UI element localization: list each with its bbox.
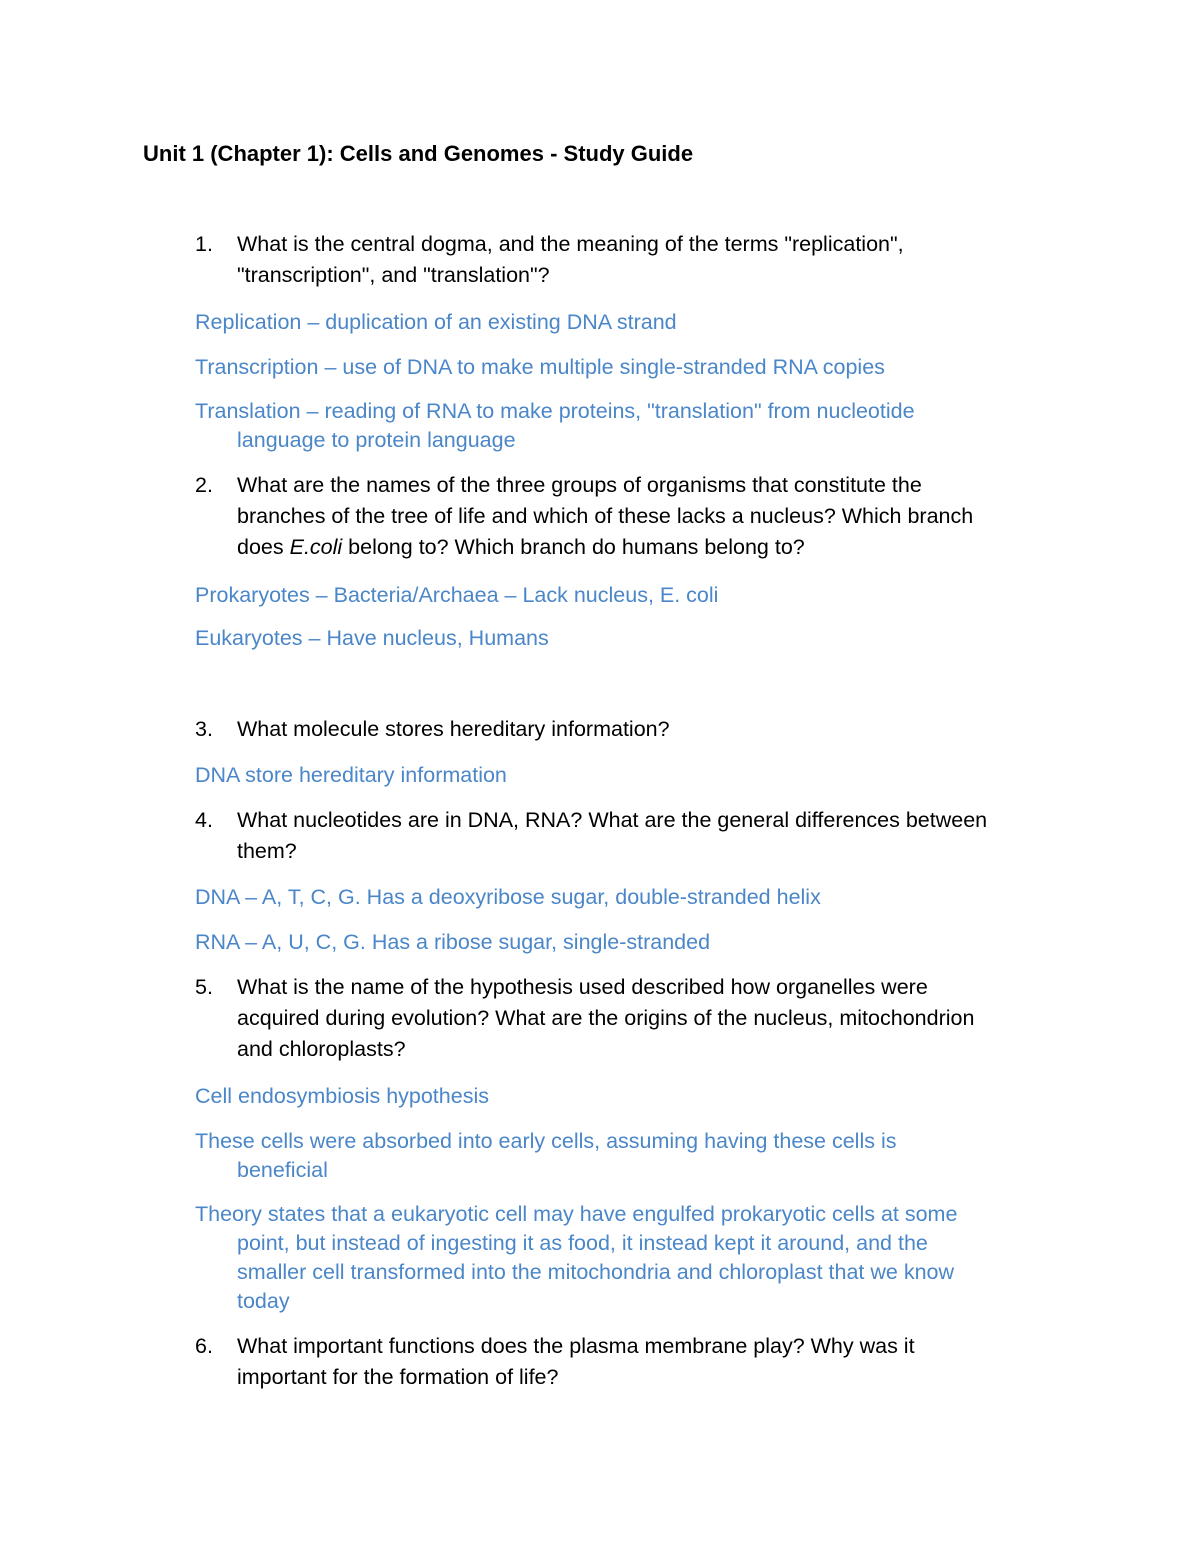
question-text-line: them? [237,839,297,863]
question-number: 1. [195,232,213,256]
answer-absorbed-cells [195,1127,896,1185]
page-title: Unit 1 (Chapter 1): Cells and Genomes - Study Guide [143,141,694,166]
question-number: 2. [195,473,213,497]
question-text-line: "transcription", and "translation"? [237,263,550,287]
answer-dna-stores: DNA store hereditary information [195,763,507,787]
question-number: 5. [195,975,213,999]
answer-replication: Replication – duplication of an existing DNA strand [195,310,677,334]
question-text-line: and chloroplasts? [237,1037,406,1061]
question-text-line: acquired during evolution? What are the origins of the nucleus, mitochondrion [237,1006,975,1030]
answer-text-line: Translation – reading of RNA to make proteins, "translation" from nucleotide [195,399,915,423]
question-text-line: What is the central dogma, and the meaning of the terms "replication", [237,232,904,256]
answer-dna: DNA – A, T, C, G. Has a deoxyribose sugar, double-stranded helix [195,885,821,909]
question-text-line: What important functions does the plasma membrane play? Why was it [237,1334,915,1358]
question-text-line [237,532,973,563]
answer-translation [195,397,915,455]
question-text-line: important for the formation of life? [237,1365,559,1389]
question-text-line: branches of the tree of life and which of these lacks a nucleus? Which branch [237,504,974,528]
text-span: belong to? Which branch do humans belong to? [342,535,805,559]
question-4 [195,805,988,867]
question-number: 4. [195,808,213,832]
question-5 [195,972,975,1065]
question-text-line: What nucleotides are in DNA, RNA? What are the general differences between [237,808,988,832]
question-1 [195,229,904,291]
answer-text-line: These cells were absorbed into early cells, assuming having these cells is [195,1129,897,1153]
answer-theory [195,1200,957,1316]
italic-organism-name: E.coli [289,535,343,559]
question-text-line: What molecule stores hereditary information? [237,717,670,741]
question-3 [195,714,670,745]
answer-endosymbiosis: Cell endosymbiosis hypothesis [195,1084,489,1108]
answer-prokaryotes: Prokaryotes – Bacteria/Archaea – Lack nucleus, E. coli [195,583,719,607]
question-number: 3. [195,717,213,741]
question-6 [195,1331,915,1393]
question-text-line: What is the name of the hypothesis used described how organelles were [237,975,928,999]
question-2 [195,470,974,563]
answer-text-line: today [237,1289,290,1313]
answer-text-line: smaller cell transformed into the mitochondria and chloroplast that we know [237,1260,955,1284]
answer-text-line: language to protein language [237,428,516,452]
answer-rna: RNA – A, U, C, G. Has a ribose sugar, single-stranded [195,930,711,954]
answer-transcription: Transcription – use of DNA to make multiple single-stranded RNA copies [195,355,885,379]
question-text-line: What are the names of the three groups of organisms that constitute the [237,473,922,497]
answer-text-line: point, but instead of ingesting it as food, it instead kept it around, and the [237,1231,928,1255]
question-number: 6. [195,1334,213,1358]
answer-text-line: Theory states that a eukaryotic cell may have engulfed prokaryotic cells at some [195,1202,958,1226]
answer-text-line: beneficial [237,1158,328,1182]
answer-eukaryotes: Eukaryotes – Have nucleus, Humans [195,626,549,650]
text-span: does [237,535,290,559]
